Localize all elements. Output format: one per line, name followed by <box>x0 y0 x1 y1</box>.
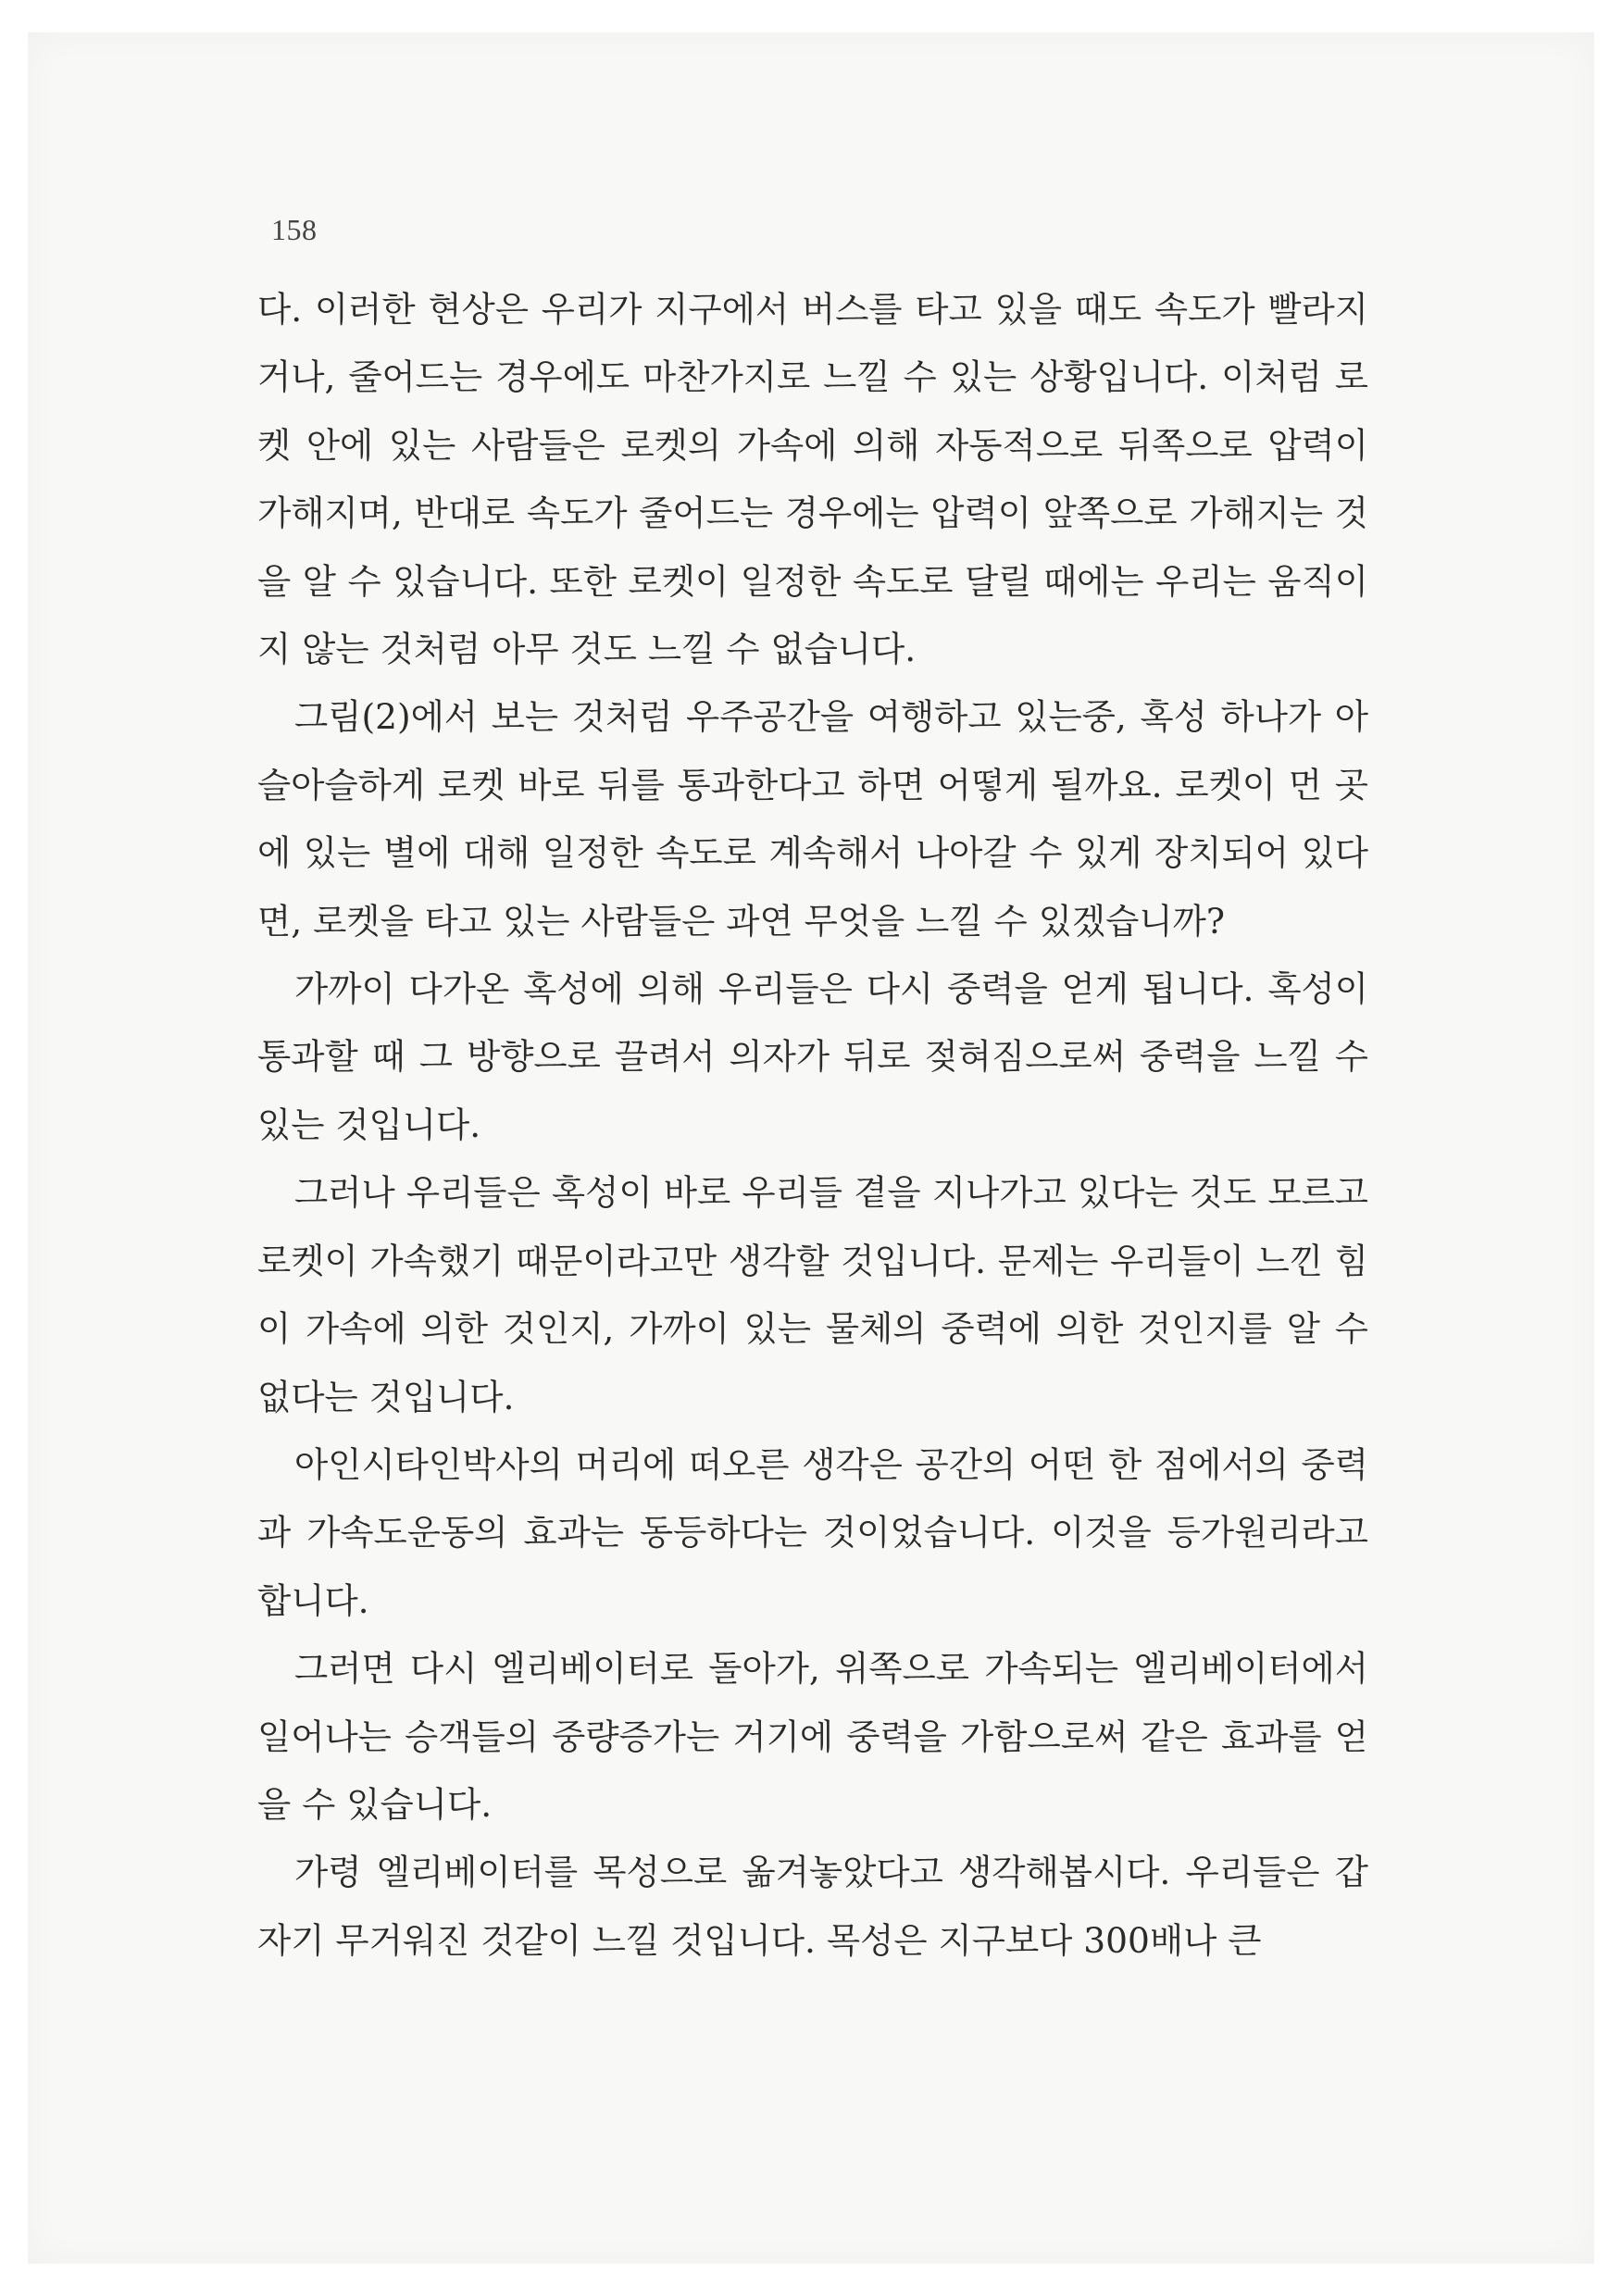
paragraph-4: 그러나 우리들은 혹성이 바로 우리들 곁을 지나가고 있다는 것도 모르고 로켓이 가속했기 때문이라고만 생각할 것입니다. 문제는 우리들이 느낀 힘이 가속에 의한 것인지, 가까이 있는 물체의 중력에 의한 것인지를 알 수 없다는 것입니다. <box>257 1172 1368 1417</box>
paragraph-6: 그러면 다시 엘리베이터로 돌아가, 위쪽으로 가속되는 엘리베이터에서 일어나는 승객들의 중량증가는 거기에 중력을 가함으로써 같은 효과를 얻을 수 있습니다. <box>257 1648 1368 1825</box>
paragraph-7: 가령 엘리베이터를 목성으로 옮겨놓았다고 생각해봅시다. 우리들은 갑자기 무거워진 것같이 느낄 것입니다. 목성은 지구보다 300배나 큰 <box>257 1852 1368 1961</box>
paragraph-1: 다. 이러한 현상은 우리가 지구에서 버스를 타고 있을 때도 속도가 빨라지거나, 줄어드는 경우에도 마찬가지로 느낄 수 있는 상황입니다. 이처럼 로켓 안에 있는 사람들은 로켓의 가속에 의해 자동적으로 뒤쪽으로 압력이 가해지며, 반대로 속도가 줄어드는 경우에는 압력이 앞쪽으로 가해지는 것을 알 수 있습니다. 또한 로켓이 일정한 속도로 달릴 때에는 우리는 움직이지 않는 것처럼 아무 것도 느낄 수 없습니다. <box>257 289 1368 670</box>
paragraph-2: 그림(2)에서 보는 것처럼 우주공간을 여행하고 있는중, 혹성 하나가 아슬아슬하게 로켓 바로 뒤를 통과한다고 하면 어떻게 될까요. 로켓이 먼 곳에 있는 별에 대해 일정한 속도로 계속해서 나아갈 수 있게 장치되어 있다면, 로켓을 타고 있는 사람들은 과연 무엇을 느낄 수 있겠습니까? <box>257 696 1368 942</box>
body-text <box>257 276 1368 1975</box>
page-number: 158 <box>271 213 318 246</box>
paragraph-5: 아인시타인박사의 머리에 떠오른 생각은 공간의 어떤 한 점에서의 중력과 가속도운동의 효과는 동등하다는 것이었습니다. 이것을 등가원리라고 합니다. <box>257 1443 1368 1621</box>
paragraph-3: 가까이 다가온 혹성에 의해 우리들은 다시 중력을 얻게 됩니다. 혹성이 통과할 때 그 방향으로 끌려서 의자가 뒤로 젖혀짐으로써 중력을 느낄 수 있는 것입니다. <box>257 968 1368 1145</box>
